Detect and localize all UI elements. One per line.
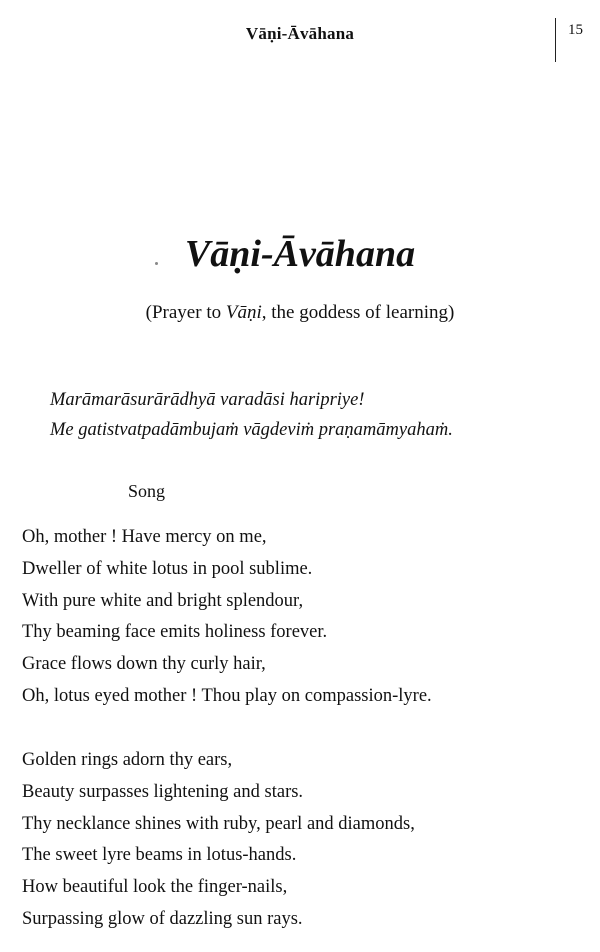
stanza-line: Golden rings adorn thy ears, [22, 750, 233, 770]
stanza-line: Surpassing glow of dazzling sun rays. [22, 908, 303, 929]
subtitle-suffix: , the goddess of learning) [261, 302, 455, 323]
stanza-line: How beautiful look the finger-nails, [22, 877, 288, 898]
subtitle [0, 302, 600, 324]
song-stanza [22, 522, 432, 713]
section-label-song: Song [128, 481, 166, 501]
stanza-line: Oh, lotus eyed mother ! Thou play on compassion-lyre. [22, 685, 432, 706]
running-head-title: Vāṇi-Āvāhana [245, 24, 355, 43]
stanza-line: Grace flows down thy curly hair, [22, 654, 266, 675]
stanza-line: Thy beaming face emits holiness forever. [22, 622, 328, 643]
stanza-line: Beauty surpasses lightening and stars. [22, 781, 304, 802]
stanza-line: Oh, mother ! Have mercy on me, [22, 527, 267, 547]
subtitle-prefix: (Prayer to [145, 302, 226, 323]
sanskrit-mantra [50, 385, 453, 445]
page-number: 15 [568, 22, 583, 38]
print-speck [155, 262, 158, 265]
stanza-line: The sweet lyre beams in lotus-hands. [22, 845, 297, 866]
mantra-line: Marāmarāsurārādhyā varadāsi haripriye! [50, 390, 365, 410]
stanza-line: With pure white and bright splendour, [22, 590, 304, 611]
header-divider [555, 18, 556, 62]
stanza-line: Thy necklance shines with ruby, pearl and diamonds, [22, 813, 415, 834]
stanza-line: Dweller of white lotus in pool sublime. [22, 558, 313, 579]
song-stanza [22, 745, 415, 936]
page-title: Vāṇi-Āvāhana [184, 233, 416, 275]
mantra-line: Me gatistvatpadāmbujaṁ vāgdeviṁ praṇamāmyahaṁ. [50, 420, 453, 440]
subtitle-goddess-name: Vāṇi [225, 302, 262, 323]
